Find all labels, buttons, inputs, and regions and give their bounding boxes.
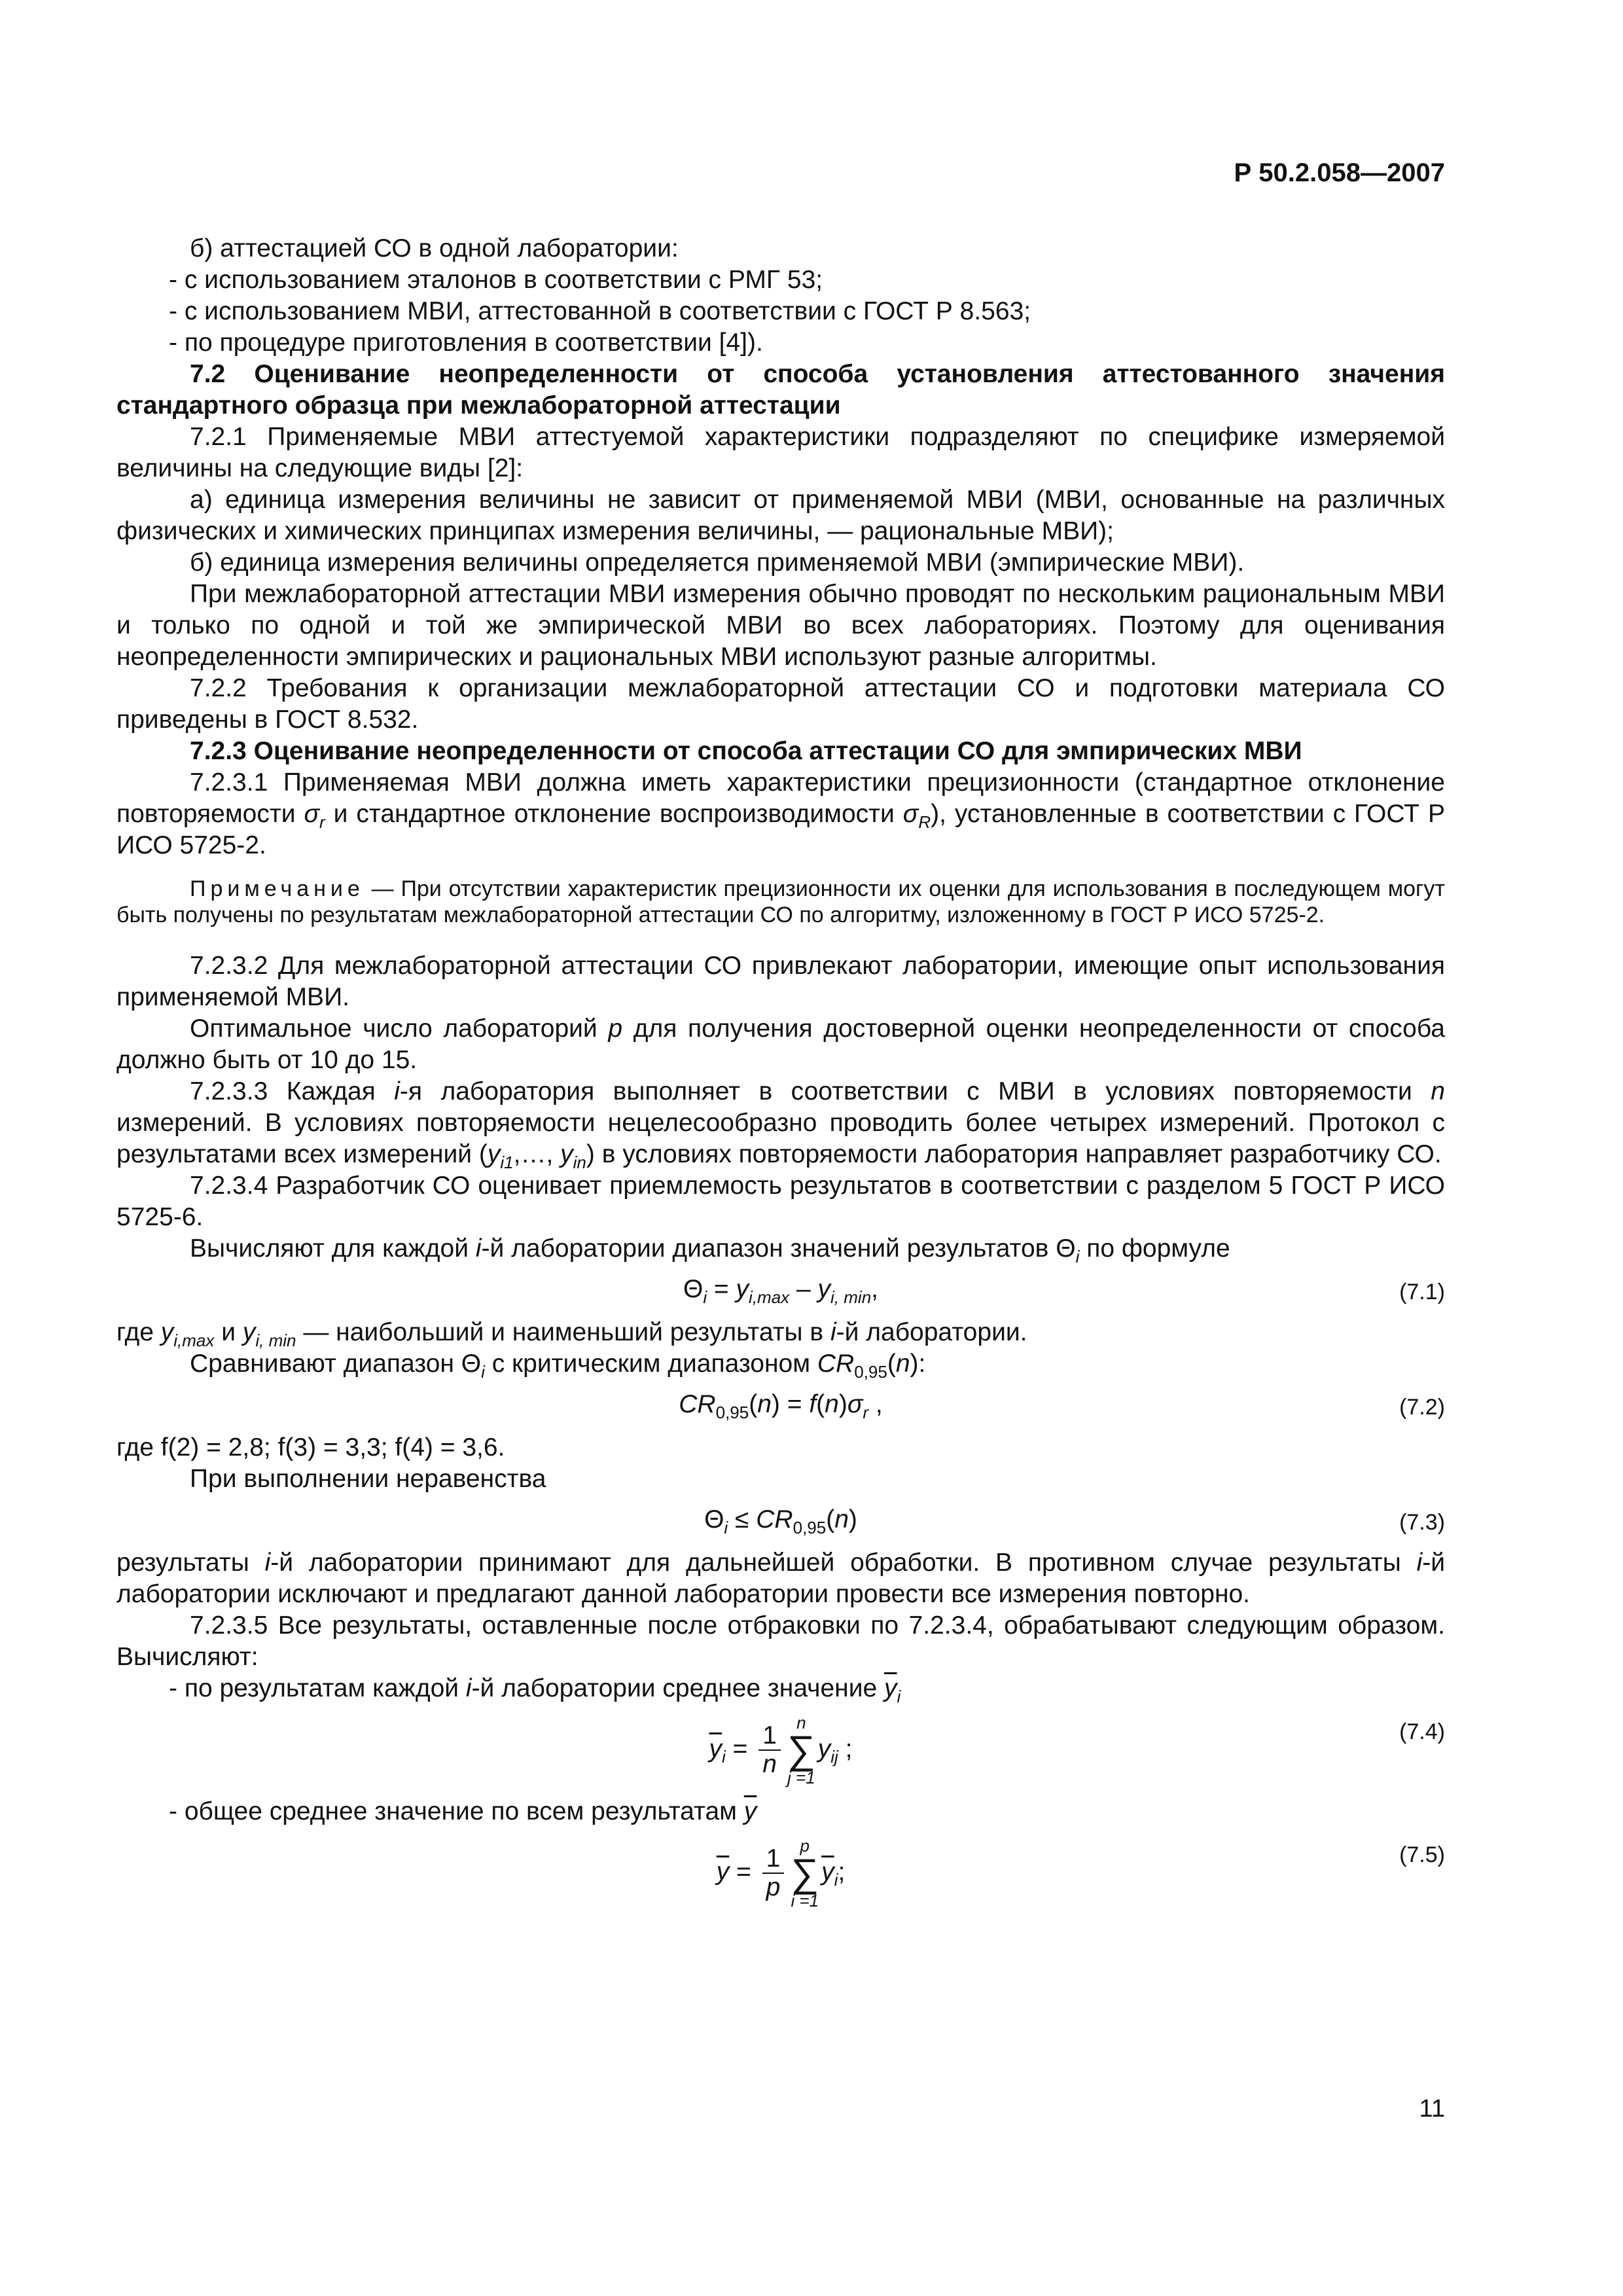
paragraph-7-2-3-1: 7.2.3.1 Применяемая МВИ должна иметь характеристики прецизионности (стандартное отклонение повторяемости $\sigma_r$ и стандартное отклонение воспроизводимости $\sigma_R$), установленные в соответствии с ГОСТ Р ИСО 5725-2. <box>116 768 1445 859</box>
paragraph-compare: Сравнивают диапазон $\Theta_i$ с критическим диапазоном $CR_{0,95}(n)$: <box>190 1350 926 1382</box>
equation-7-1 <box>116 1265 1445 1317</box>
paragraph-7-2-1-c: При межлабораторной аттестации МВИ измерения обычно проводят по нескольким рациональным МВИ и только по одной и той же эмпирической МВИ во всех лабораториях. Поэтому для оценивания неопределенности эмпирических и рациональных МВИ используют разные алгоритмы. <box>116 580 1445 671</box>
note-text: — При отсутствии характеристик прецизионности их оценки для использования в последующем могут быть получены по результатам межлабораторной аттестации СО по алгоритму, изложенному в ГОСТ Р ИСО 5725-2. <box>116 876 1445 927</box>
document-body <box>116 233 1445 1919</box>
paragraph-7-2-2: 7.2.2 Требования к организации межлабораторной аттестации СО и подготовки материала СО приведены в ГОСТ 8.532. <box>116 674 1445 734</box>
paragraph-when: При выполнении неравенства <box>190 1465 546 1493</box>
equation-number: (7.3) <box>1399 1510 1445 1535</box>
paragraph-7-2-3-2: 7.2.3.2 Для межлабораторной аттестации СО привлекают лаборатории, имеющие опыт использования применяемой МВИ. <box>116 952 1445 1011</box>
document-header: Р 50.2.058—2007 <box>1234 158 1445 187</box>
list-item-overall: - общее среднее значение по всем результатам $\overline{y}$ <box>169 1797 757 1825</box>
equation-7-3 <box>116 1495 1445 1547</box>
equation-number: (7.5) <box>1399 1842 1445 1867</box>
page-number: 11 <box>1419 2095 1445 2123</box>
formula: $\overline{y}_i$ = $\frac{1}{n}$ n ∑ j =1 $y_{ij}$ ; <box>709 1713 853 1787</box>
equation-number: (7.2) <box>1399 1395 1445 1420</box>
paragraph-7-2-3-5: 7.2.3.5 Все результаты, оставленные после отбраковки по 7.2.3.4, обрабатывают следующим образом. Вычисляют: <box>116 1611 1445 1671</box>
paragraph-7-2-1-a: а) единица измерения величины не зависит от применяемой МВИ (МВИ, основанные на различных физических и химических принципах измерения величины, — рациональные МВИ); <box>116 486 1445 545</box>
equation-number: (7.1) <box>1399 1280 1445 1304</box>
equation-7-4 <box>116 1704 1445 1796</box>
paragraph-7-2-3-2-b: Оптимальное число лабораторий p для получения достоверной оценки неопределенности от способа должно быть от 10 до 15. <box>116 1014 1445 1074</box>
paragraph-accept: результаты i-й лаборатории принимают для дальнейшей обработки. В противном случае результаты i-й лаборатории исключают и предлагают данной лаборатории провести все измерения повторно. <box>116 1549 1446 1608</box>
section-heading-7-2: 7.2 Оценивание неопределенности от способа установления аттестованного значения стандартного образца при межлабораторной аттестации <box>116 360 1445 420</box>
formula: $\overline{y}$ = $\frac{1}{p}$ p ∑ i =1 $\overline{y}_i$; <box>716 1836 846 1910</box>
paragraph-7-2-3-3: 7.2.3.3 Каждая i-я лаборатория выполняет в соответствии с МВИ в условиях повторяемости n измерений. В условиях повторяемости нецелесообразно проводить более четырех измерений. Протокол с результатами всех измерений ($y_{i1},\dots$, $y_{in}$) в условиях повторяемости лаборатория направляет разработчику СО. <box>116 1077 1445 1172</box>
paragraph-b-intro: б) аттестацией СО в одной лаборатории: <box>190 234 679 262</box>
formula: $\Theta_i = y_{i,max} - y_{i, min}$, <box>683 1275 879 1307</box>
paragraph-7-2-3-4-b: Вычисляют для каждой i-й лаборатории диапазон значений результатов $\Theta_i$ по формуле <box>190 1234 1230 1266</box>
note <box>116 876 1445 928</box>
list-item: - с использованием эталонов в соответствии с РМГ 53; <box>169 266 823 294</box>
paragraph-7-2-3-4: 7.2.3.4 Разработчик СО оценивает приемлемость результатов в соответствии с разделом 5 ГОСТ Р ИСО 5725-6. <box>116 1172 1445 1231</box>
subsection-heading-7-2-3: 7.2.3 Оценивание неопределенности от способа аттестации СО для эмпирических МВИ <box>190 737 1302 765</box>
paragraph-7-2-1: 7.2.1 Применяемые МВИ аттестуемой характеристики подразделяют по специфике измеряемой величины на следующие виды [2]: <box>116 423 1445 482</box>
note-label: Примечание <box>190 876 365 901</box>
equation-7-2 <box>116 1380 1445 1432</box>
paragraph-where-1: где $y_{i,max}$ и $y_{i, min}$ — наибольший и наименьший результаты в i-й лаборатории. <box>116 1318 1027 1350</box>
equation-number: (7.4) <box>1399 1719 1445 1744</box>
formula: $\Theta_i \le CR_{0,95}(n)$ <box>704 1505 857 1537</box>
list-item: - с использованием МВИ, аттестованной в соответствии с ГОСТ Р 8.563; <box>169 297 1031 325</box>
list-item-mean: - по результатам каждой i-й лаборатории среднее значение $\overline{y}_i$ <box>169 1674 901 1706</box>
paragraph-7-2-1-b: б) единица измерения величины определяется применяемой МВИ (эмпирические МВИ). <box>190 548 1245 577</box>
paragraph-where-2: где f(2) = 2,8; f(3) = 3,3; f(4) = 3,6. <box>116 1433 505 1462</box>
list-item: - по процедуре приготовления в соответствии [4]). <box>169 329 763 357</box>
equation-7-5 <box>116 1827 1445 1919</box>
formula: $CR_{0,95}(n) = f(n)\sigma_r$ , <box>679 1390 883 1422</box>
